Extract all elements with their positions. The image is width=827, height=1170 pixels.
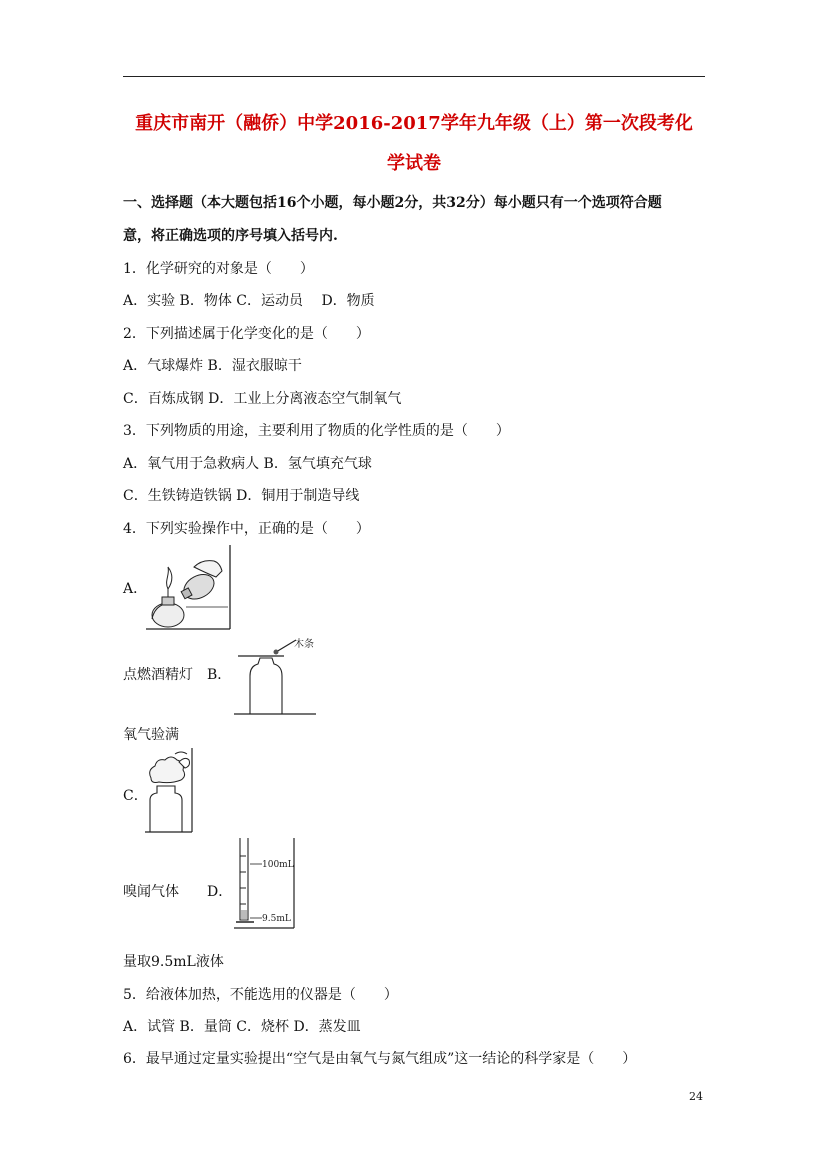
cylinder-top-mark: 100mL <box>262 860 294 870</box>
oxygen-bottle-figure <box>234 630 320 715</box>
q4-c-caption-d-label: 嗅闻气体 D． <box>123 884 233 900</box>
q4-stem: 4．下列实验操作中，正确的是（ ） <box>123 521 370 537</box>
q2-options-2: C．百炼成钢 D．工业上分离液态空气制氧气 <box>123 391 402 407</box>
q2-options-1: A．气球爆炸 B．湿衣服晾干 <box>123 358 302 374</box>
splint-label: 木条 <box>294 639 314 650</box>
page-number: 24 <box>689 1090 703 1103</box>
q5-stem: 5．给液体加热，不能选用的仪器是（ ） <box>123 987 398 1003</box>
q5-options: A．试管 B．量筒 C．烧杯 D．蒸发皿 <box>123 1019 361 1035</box>
q4-a-label: A． <box>123 581 148 597</box>
q1-options: A．实验 B．物体 C．运动员 D．物质 <box>123 293 375 309</box>
q1-stem: 1．化学研究的对象是（ ） <box>123 261 314 277</box>
alcohol-lamp-figure <box>146 545 234 630</box>
q4-c-label: C． <box>123 788 148 804</box>
section-heading-line2: 意，将正确选项的序号填入括号内. <box>123 228 338 244</box>
q4-d-caption: 量取9.5mL液体 <box>123 954 224 970</box>
q6-stem: 6．最早通过定量实验提出“空气是由氧气与氮气组成”这一结论的科学家是（ ） <box>123 1051 637 1067</box>
page-title-line1: 重庆市南开（融侨）中学2016-2017学年九年级（上）第一次段考化 <box>135 113 693 134</box>
measuring-cylinder-figure <box>234 836 300 931</box>
page-title-line2: 学试卷 <box>387 153 441 174</box>
cylinder-bottom-mark: 9.5mL <box>262 914 291 924</box>
q3-stem: 3．下列物质的用途，主要利用了物质的化学性质的是（ ） <box>123 423 510 439</box>
q3-options-2: C．生铁铸造铁锅 D．铜用于制造导线 <box>123 488 360 504</box>
q4-a-caption-b-label: 点燃酒精灯 B． <box>123 667 232 683</box>
header-rule <box>123 76 705 77</box>
section-heading-line1: 一、选择题（本大题包括16个小题，每小题2分，共32分）每小题只有一个选项符合题 <box>123 195 662 211</box>
q2-stem: 2．下列描述属于化学变化的是（ ） <box>123 326 370 342</box>
q3-options-1: A．氧气用于急救病人 B．氢气填充气球 <box>123 456 372 472</box>
smelling-gas-figure <box>145 748 195 833</box>
q4-b-caption: 氧气验满 <box>123 727 179 743</box>
